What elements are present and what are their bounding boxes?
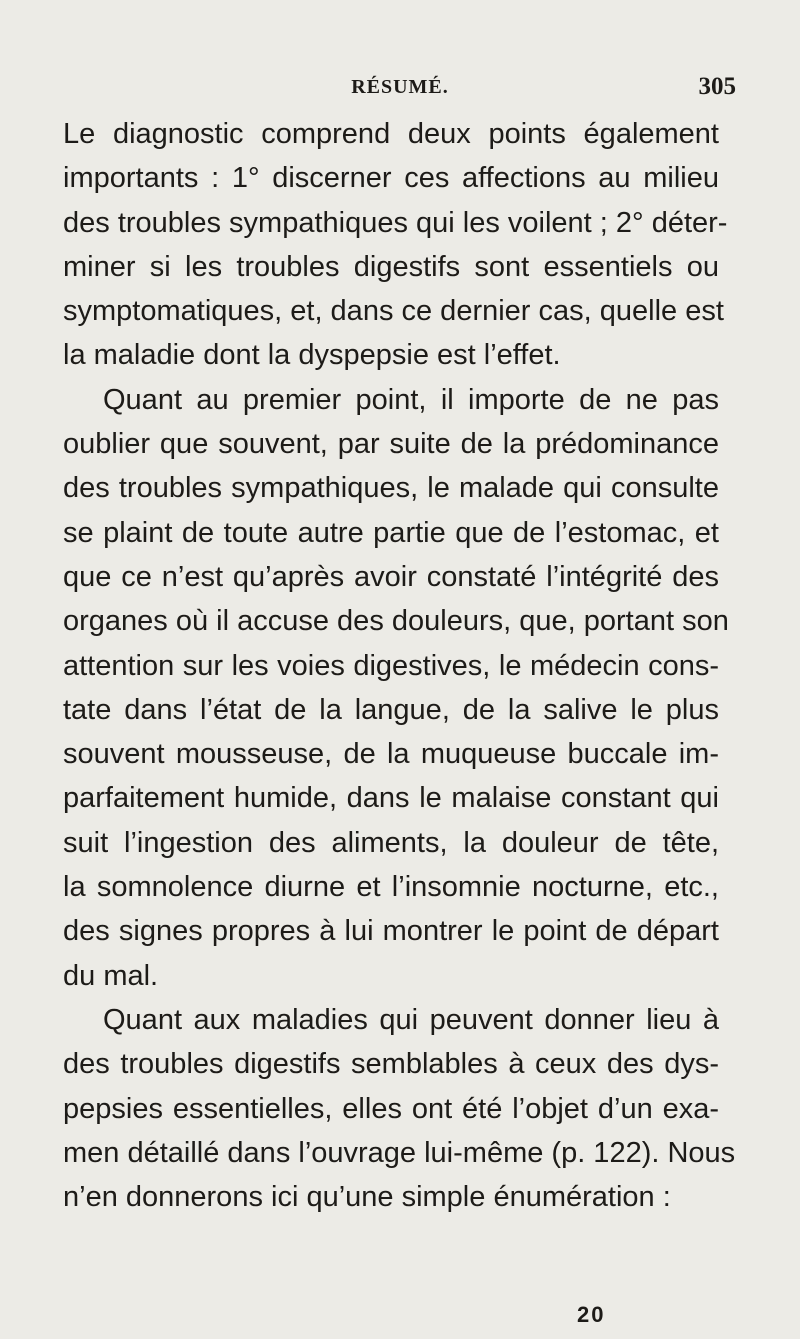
paragraph-2 xyxy=(63,378,729,998)
text-line: importants : 1° discerner ces affections au milieu xyxy=(63,162,719,195)
text-line: attention sur les voies digestives, le médecin cons- xyxy=(63,649,719,682)
running-head xyxy=(64,73,736,106)
running-title: RÉSUMÉ. xyxy=(351,76,449,98)
paragraph-1 xyxy=(63,112,728,378)
text-line: miner si les troubles digestifs sont essentiels ou xyxy=(63,250,719,283)
paragraph-3 xyxy=(63,998,736,1219)
text-line: la maladie dont la dyspepsie est l’effet. xyxy=(63,339,561,372)
text-line: des troubles sympathiques, le malade qui consulte xyxy=(63,472,719,505)
body-text xyxy=(63,112,736,1219)
text-line: des troubles sympathiques qui les voilent ; 2° déter- xyxy=(63,206,728,239)
text-line: que ce n’est qu’après avoir constaté l’intégrité des xyxy=(63,560,719,593)
text-line: Quant au premier point, il importe de ne pas xyxy=(103,383,719,416)
text-line: souvent mousseuse, de la muqueuse buccale im- xyxy=(63,738,719,771)
text-line: symptomatiques, et, dans ce dernier cas, quelle est xyxy=(63,295,724,328)
text-line: suit l’ingestion des aliments, la douleur de tête, xyxy=(63,826,719,859)
text-line: n’en donnerons ici qu’une simple énumération : xyxy=(63,1181,671,1214)
text-line: oublier que souvent, par suite de la prédominance xyxy=(63,428,719,461)
text-line: se plaint de toute autre partie que de l’estomac, et xyxy=(63,516,719,549)
signature-mark: 20 xyxy=(577,1302,606,1327)
text-line: tate dans l’état de la langue, de la salive le plus xyxy=(63,693,719,726)
text-line: des signes propres à lui montrer le point de départ xyxy=(63,915,719,948)
text-line: pepsies essentielles, elles ont été l’objet d’un exa- xyxy=(63,1092,719,1125)
text-line: organes où il accuse des douleurs, que, portant son xyxy=(63,605,729,638)
page-number: 305 xyxy=(698,73,736,100)
text-line: Quant aux maladies qui peuvent donner lieu à xyxy=(103,1003,719,1036)
text-line: du mal. xyxy=(63,959,159,992)
text-line: Le diagnostic comprend deux points également xyxy=(63,118,719,150)
text-line: parfaitement humide, dans le malaise constant qui xyxy=(63,782,719,815)
text-line: des troubles digestifs semblables à ceux des dys- xyxy=(63,1048,719,1081)
text-line: men détaillé dans l’ouvrage lui-même (p. 122). Nous xyxy=(63,1136,736,1169)
text-line: la somnolence diurne et l’insomnie nocturne, etc., xyxy=(63,871,719,904)
